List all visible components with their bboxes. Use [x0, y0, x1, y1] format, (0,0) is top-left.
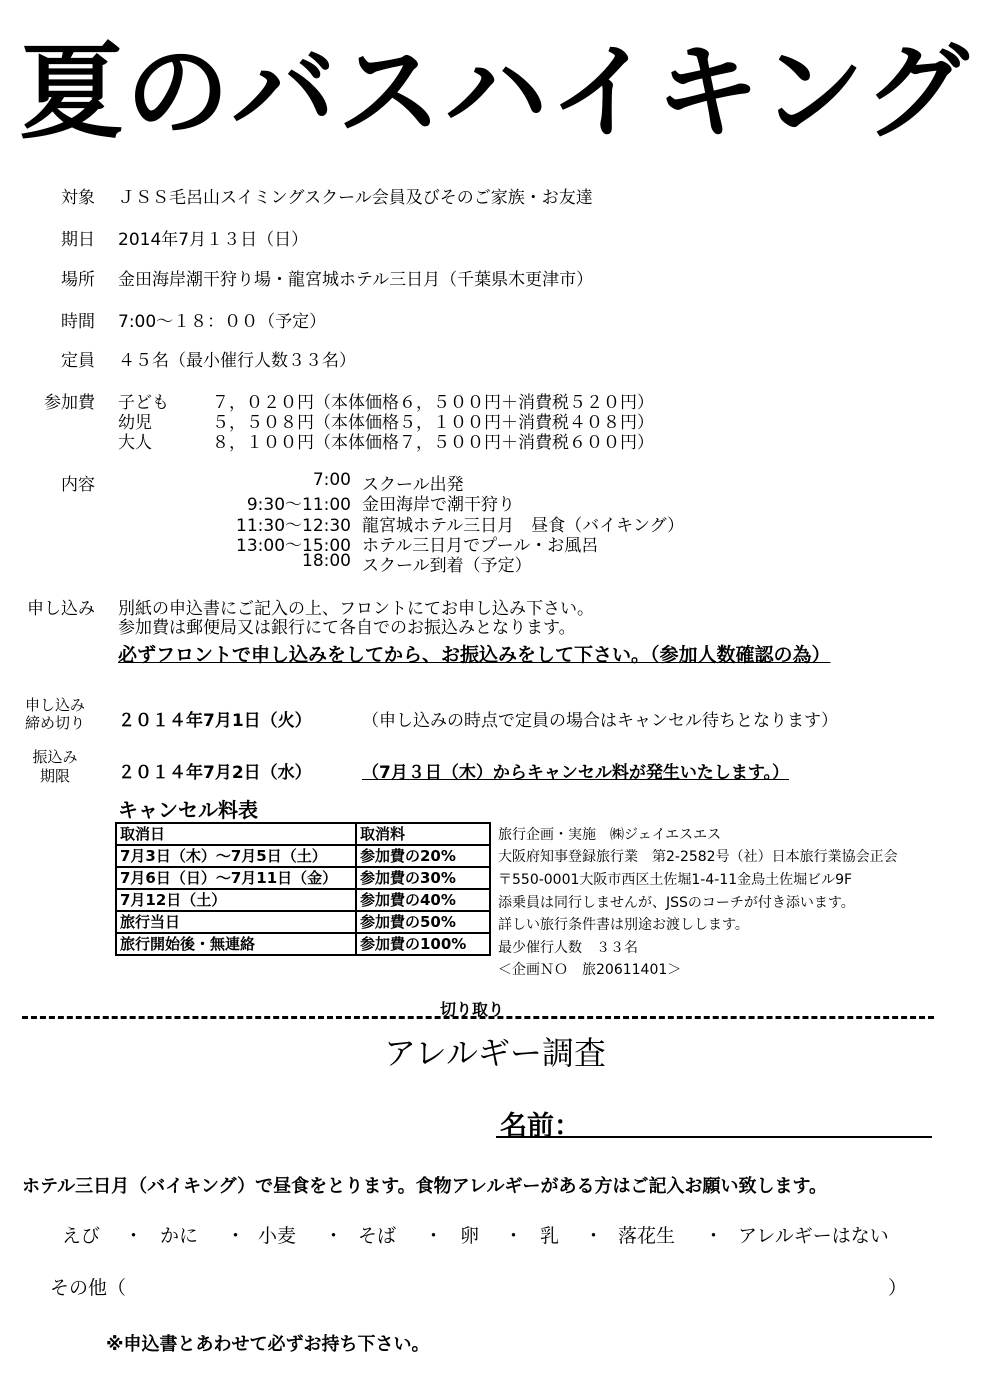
agency-line: 大阪府知事登録旅行業 第2-2582号（社）日本旅行業協会正会 — [498, 849, 898, 865]
allergy-item: 乳 — [540, 1225, 560, 1247]
table-header-row — [116, 823, 490, 845]
target-label: 対象 — [61, 188, 95, 208]
deadline-note: （申し込みの時点で定員の場合はキャンセル待ちとなります） — [362, 711, 838, 731]
other-close: ） — [888, 1277, 908, 1299]
table-row — [116, 845, 490, 867]
agency-line: 旅行企画・実施 ㈱ジェイエスエス — [498, 827, 722, 843]
allergy-title: アレルギー調査 — [384, 1034, 606, 1072]
agency-line: 添乗員は同行しませんが、JSSのコーチが付き添います。 — [498, 895, 855, 911]
table-cell: 7月6日（日）～7月11日（金） — [116, 867, 356, 889]
fee-type-adult: 大人 — [118, 433, 152, 453]
table-cell: 参加費の20% — [356, 845, 490, 867]
deadline-date: ２０１４年7月1日（火） — [118, 711, 312, 731]
target-value: ＪＳＳ毛呂山スイミングスクール会員及びそのご家族・お友達 — [118, 188, 593, 208]
fee-price-adult: ８，１００円（本体価格７，５００円＋消費税６００円） — [212, 433, 654, 453]
separator-dot: ・ — [584, 1225, 604, 1247]
schedule-desc: 金田海岸で潮干狩り — [362, 495, 515, 515]
payment-note: （7月３日（木）からキャンセル料が発生いたします。） — [362, 763, 789, 783]
table-cell: 旅行当日 — [116, 911, 356, 933]
apply-label: 申し込み — [27, 599, 95, 619]
time-label: 時間 — [61, 312, 95, 332]
schedule-time: 18:00 — [302, 551, 351, 571]
separator-dot: ・ — [124, 1225, 144, 1247]
table-cell: 参加費の30% — [356, 867, 490, 889]
other-input-area[interactable] — [140, 1270, 880, 1298]
agency-line: ＜企画ＮＯ 旅20611401＞ — [498, 962, 682, 978]
place-value: 金田海岸潮干狩り場・龍宮城ホテル三日月（千葉県木更津市） — [118, 270, 594, 290]
deadline-label: 申し込み 締め切り — [24, 696, 85, 732]
payment-date: ２０１４年7月2日（水） — [118, 763, 312, 783]
cancel-table-title: キャンセル料表 — [118, 798, 258, 822]
fee-price-infant: ５，５０８円（本体価格５，１００円＋消費税４０８円） — [212, 413, 654, 433]
table-row — [116, 911, 490, 933]
other-label: その他（ — [50, 1277, 127, 1299]
schedule-desc: ホテル三日月でプール・お風呂 — [362, 536, 599, 556]
separator-dot: ・ — [424, 1225, 444, 1247]
agency-line: 〒550-0001大阪市西区土佐堀1-4-11金鳥土佐堀ビル9F — [498, 872, 853, 888]
table-row — [116, 889, 490, 911]
date-label: 期日 — [61, 230, 95, 250]
footer-note: ※申込書とあわせて必ずお持ち下さい。 — [106, 1334, 430, 1355]
table-cell: 旅行開始後・無連絡 — [116, 933, 356, 955]
apply-line2: 参加費は郵便局又は銀行にて各自でのお振込みとなります。 — [118, 618, 576, 638]
name-label: 名前： — [500, 1111, 581, 1142]
table-cell: 7月3日（木）～7月5日（土） — [116, 845, 356, 867]
table-row — [116, 933, 490, 955]
time-value: 7:00～１８：００（予定） — [118, 312, 327, 332]
cut-label: 切り取り — [440, 1000, 505, 1019]
fee-label: 参加費 — [44, 393, 95, 413]
schedule-time: 9:30～11:00 — [246, 495, 351, 515]
fee-price-child: ７，０２０円（本体価格６，５００円＋消費税５２０円） — [212, 393, 654, 413]
separator-dot: ・ — [504, 1225, 524, 1247]
table-cell: 7月12日（土） — [116, 889, 356, 911]
separator-dot: ・ — [704, 1225, 724, 1247]
table-cell: 参加費の50% — [356, 911, 490, 933]
allergy-item: アレルギーはない — [738, 1225, 889, 1247]
agency-line: 最少催行人数 ３３名 — [498, 940, 638, 956]
schedule-time: 7:00 — [312, 470, 351, 490]
allergy-item: かに — [160, 1225, 199, 1247]
table-cell: 参加費の100% — [356, 933, 490, 955]
allergy-item: そば — [358, 1225, 397, 1247]
agency-line: 詳しい旅行条件書は別途お渡しします。 — [498, 917, 749, 933]
schedule-desc: スクール到着（予定） — [362, 556, 532, 576]
capacity-label: 定員 — [61, 351, 95, 371]
schedule-time: 13:00～15:00 — [236, 536, 351, 556]
apply-emphasis: 必ずフロントで申し込みをしてから、お振込みをして下さい。（参加人数確認の為） — [118, 644, 831, 666]
cut-line — [22, 1016, 934, 1019]
allergy-notice: ホテル三日月（バイキング）で昼食をとります。食物アレルギーがある方はご記入お願い致します。 — [22, 1176, 828, 1197]
allergy-item: 小麦 — [258, 1225, 297, 1247]
date-value: 2014年7月１３日（日） — [118, 230, 309, 250]
fee-type-infant: 幼児 — [118, 413, 152, 433]
table-row — [116, 867, 490, 889]
separator-dot: ・ — [226, 1225, 246, 1247]
apply-line1: 別紙の申込書にご記入の上、フロントにてお申し込み下さい。 — [118, 599, 594, 619]
table-cell: 参加費の40% — [356, 889, 490, 911]
schedule-desc: 龍宮城ホテル三日月 昼食（バイキング） — [362, 516, 685, 536]
schedule-time: 11:30～12:30 — [236, 516, 351, 536]
allergy-item: えび — [62, 1225, 101, 1247]
schedule-desc: スクール出発 — [362, 475, 464, 495]
table-header-cell: 取消日 — [116, 823, 356, 845]
allergy-item: 落花生 — [618, 1225, 676, 1247]
capacity-value: ４５名（最小催行人数３３名） — [118, 351, 356, 371]
cancel-table — [115, 822, 491, 956]
fee-type-child: 子ども — [118, 393, 169, 413]
payment-label: 振込み 期限 — [32, 748, 78, 785]
page-title: 夏のバスハイキング — [19, 31, 971, 153]
separator-dot: ・ — [324, 1225, 344, 1247]
place-label: 場所 — [61, 270, 95, 290]
table-header-cell: 取消料 — [356, 823, 490, 845]
schedule-label: 内容 — [61, 475, 95, 495]
allergy-item: 卵 — [460, 1225, 480, 1247]
name-underline — [496, 1136, 932, 1138]
